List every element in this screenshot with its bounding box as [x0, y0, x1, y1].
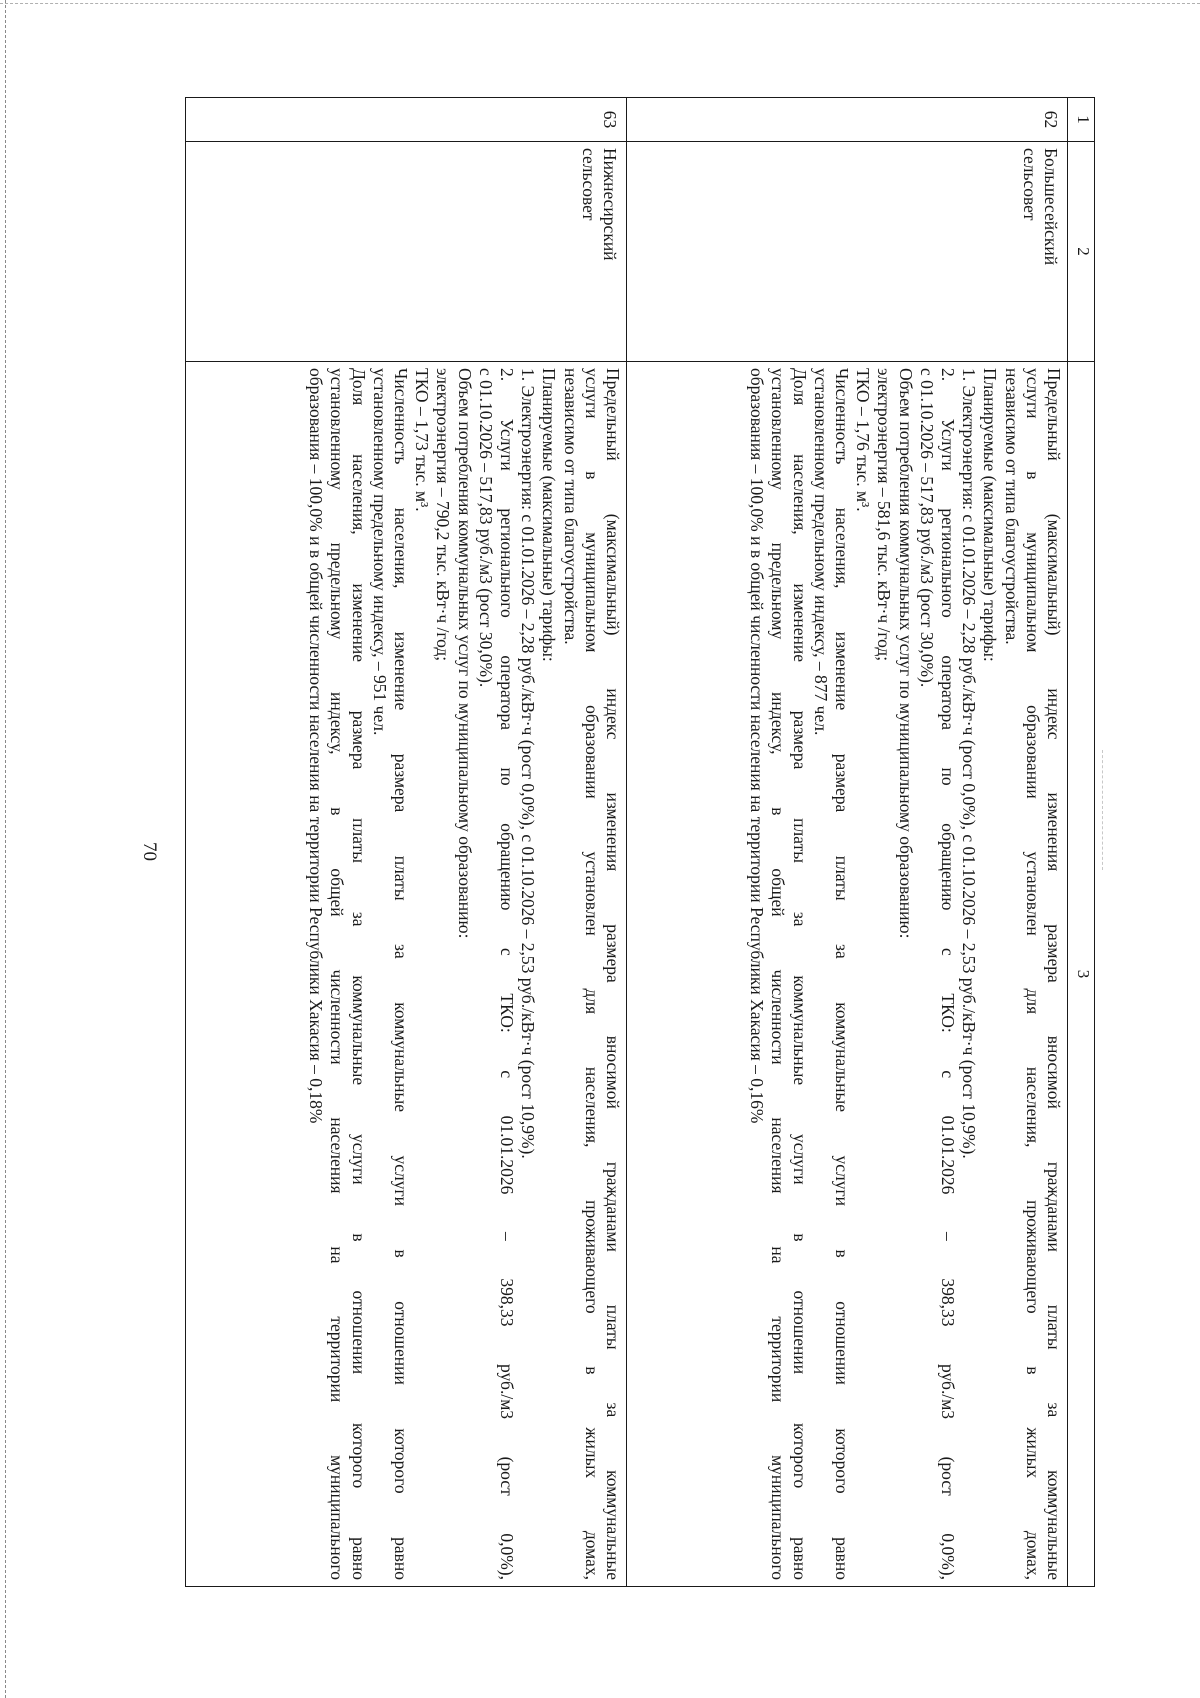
tariff-table — [185, 97, 1095, 1587]
desc-line: электроэнергия – 581,6 тыс. кВт·ч /год; — [874, 368, 895, 662]
desc-line: с 01.10.2026 – 517,83 руб./м3 (рост 30,0%). — [916, 368, 937, 688]
row-number: 62 — [627, 98, 1068, 142]
desc-line: электроэнергия – 790,2 тыс. кВт·ч /год; — [433, 368, 454, 662]
desc-line: 2. Услуги регионального оператора по обращению с ТКО: с 01.01.2026 – 398,33 руб./м3 (рост 0,0%), — [496, 368, 517, 1580]
desc-line: Доля населения, изменение размера платы за коммунальные услуги в отношении которого равно — [789, 368, 810, 1580]
desc-line: 1. Электроэнергия: с 01.01.2026 – 2,28 руб./кВт·ч (рост 0,0%), с 01.10.2026 – 2,53 руб./кВт·ч (рост 10,9%). — [518, 368, 539, 1159]
desc-line: ТКО – 1,76 тыс. м³. — [853, 368, 874, 512]
desc-line: с 01.10.2026 – 517,83 руб./м3 (рост 30,0%). — [475, 368, 496, 688]
tariff-description — [627, 362, 1068, 1587]
scan-edge-mid — [1102, 750, 1103, 870]
desc-line: образования – 100,0% и в общей численности населения на территории Республики Хакасия – 0,18% — [306, 368, 327, 1124]
desc-line: Объем потребления коммунальных услуг по муниципальному образованию: — [895, 368, 916, 939]
desc-line: установленному предельному индексу, в общей численности населения на территории муниципального — [327, 368, 348, 1580]
scan-edge-top — [0, 3, 1200, 4]
desc-line: 1. Электроэнергия: с 01.01.2026 – 2,28 руб./кВт·ч (рост 0,0%), с 01.10.2026 – 2,53 руб./кВт·ч (рост 10,9%). — [959, 368, 980, 1159]
municipality-name-line: Большесейский — [1041, 148, 1061, 266]
table-header-row — [1068, 98, 1095, 1587]
desc-line: Планируемые (максимальные) тарифы: — [539, 368, 560, 662]
header-col-1: 1 — [1068, 98, 1095, 142]
row-number: 63 — [186, 98, 627, 142]
tariff-description — [186, 362, 627, 1587]
desc-line: Численность населения, изменение размера платы за коммунальные услуги в отношении которого равно — [831, 368, 852, 1580]
desc-line: услуги в муниципальном образовании установлен для населения, проживающего в жилых домах, — [581, 368, 602, 1580]
scan-edge-left — [5, 0, 6, 1698]
desc-line: Доля населения, изменение размера платы за коммунальные услуги в отношении которого равно — [348, 368, 369, 1580]
desc-line: 2. Услуги регионального оператора по обращению с ТКО: с 01.01.2026 – 398,33 руб./м3 (рост 0,0%), — [937, 368, 958, 1580]
page-number: 70 — [139, 842, 160, 861]
table-row — [627, 98, 1068, 1587]
municipality-name-line: Нижнесирский — [600, 148, 620, 261]
table-row — [186, 98, 627, 1587]
desc-line: Численность населения, изменение размера платы за коммунальные услуги в отношении которого равно — [390, 368, 411, 1580]
desc-line: установленному предельному индексу, – 877 чел. — [810, 368, 831, 736]
municipality-name — [627, 142, 1068, 362]
desc-line: независимо от типа благоустройства. — [1001, 368, 1022, 645]
table-rotator — [185, 97, 1095, 1587]
desc-line: Объем потребления коммунальных услуг по муниципальному образованию: — [454, 368, 475, 939]
municipality-name-line: сельсовет — [578, 148, 599, 221]
desc-line: услуги в муниципальном образовании установлен для населения, проживающего в жилых домах, — [1022, 368, 1043, 1580]
desc-line: Предельный (максимальный) индекс изменения размера вносимой гражданами платы за коммунальные — [1044, 368, 1064, 1580]
desc-line: установленному предельному индексу, – 951 чел. — [369, 368, 390, 736]
desc-line: Предельный (максимальный) индекс изменения размера вносимой гражданами платы за коммунальные — [603, 368, 623, 1580]
header-col-3: 3 — [1068, 362, 1095, 1587]
municipality-name — [186, 142, 627, 362]
desc-line: образования – 100,0% и в общей численности населения на территории Республики Хакасия – 0,16% — [747, 368, 768, 1124]
desc-line: независимо от типа благоустройства. — [560, 368, 581, 645]
municipality-name-line: сельсовет — [1019, 148, 1040, 221]
header-col-2: 2 — [1068, 142, 1095, 362]
desc-line: Планируемые (максимальные) тарифы: — [980, 368, 1001, 662]
desc-line: установленному предельному индексу, в общей численности населения на территории муниципального — [768, 368, 789, 1580]
desc-line: ТКО – 1,73 тыс. м³. — [412, 368, 433, 512]
